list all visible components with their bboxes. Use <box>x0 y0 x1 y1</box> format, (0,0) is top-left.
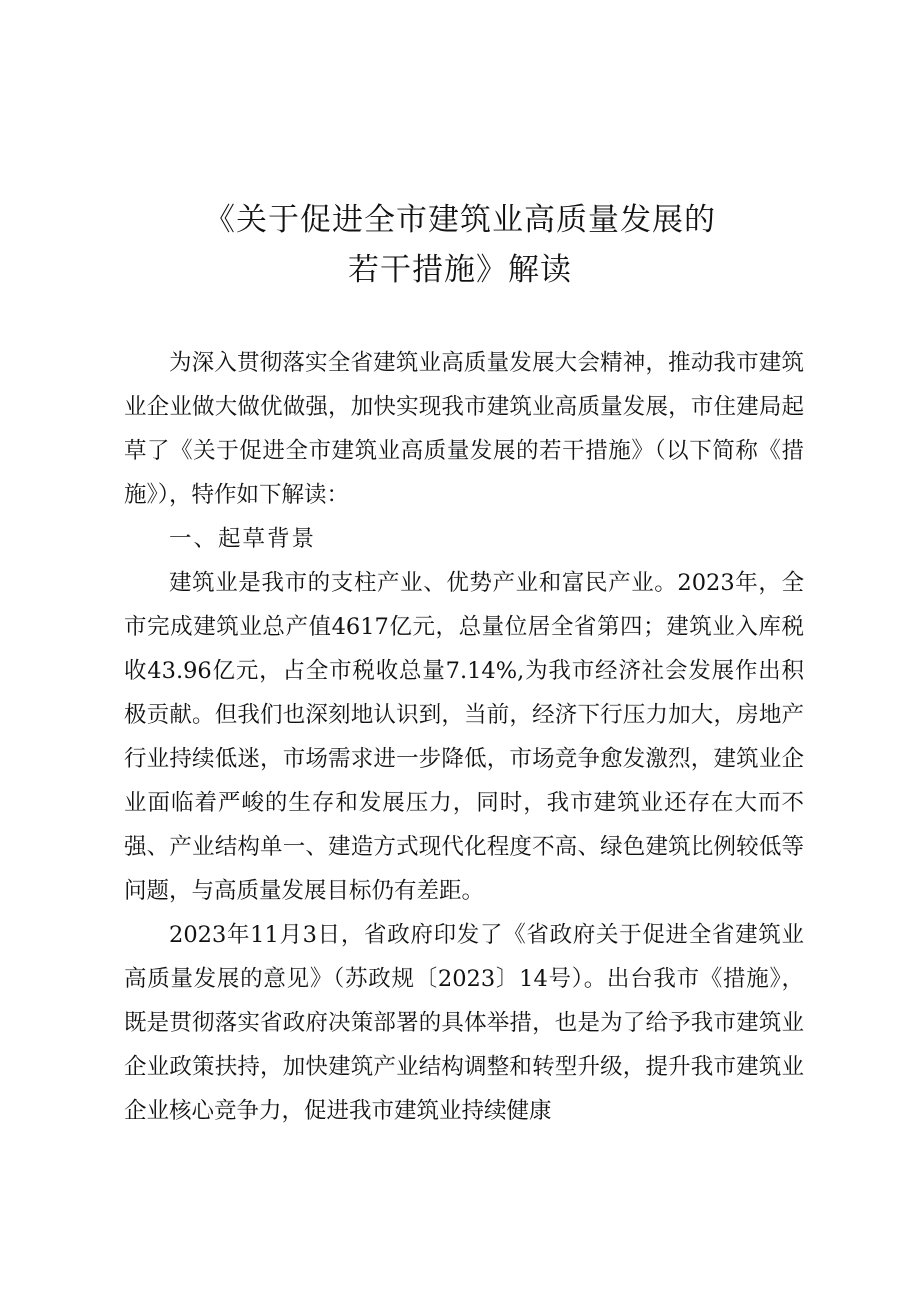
document-title-line-2: 若干措施》解读 <box>348 252 572 288</box>
document-body <box>124 341 804 1133</box>
policy-paragraph: 2023年11月3日，省政府印发了《省政府关于促进全省建筑业高质量发展的意见》（苏政规〔2023〕14号）。出台我市《措施》，既是贯彻落实省政府决策部署的具体举措，也是为了给予我市建筑业企业政策扶持，加快建筑产业结构调整和转型升级，提升我市建筑业企业核心竞争力，促进我市建筑业持续健康 <box>124 922 804 1124</box>
document-title-line-1: 《关于促进全市建筑业高质量发展的 <box>204 202 716 238</box>
background-paragraph: 建筑业是我市的支柱产业、优势产业和富民产业。2023年，全市完成建筑业总产值4617亿元，总量位居全省第四；建筑业入库税收43.96亿元，占全市税收总量7.14%,为我市经济社会发展作出积极贡献。但我们也深刻地认识到，当前，经济下行压力加大，房地产行业持续低迷，市场需求进一步降低，市场竞争愈发激烈，建筑业企业面临着严峻的生存和发展压力，同时，我市建筑业还存在大而不强、产业结构单一、建造方式现代化程度不高、绿色建筑比例较低等问题，与高质量发展目标仍有差距。 <box>124 570 804 904</box>
section-heading: 一、起草背景 <box>169 526 317 552</box>
intro-paragraph: 为深入贯彻落实全省建筑业高质量发展大会精神，推动我市建筑业企业做大做优做强，加快实现我市建筑业高质量发展，市住建局起草了《关于促进全市建筑业高质量发展的若干措施》（以下简称《措施》），特作如下解读： <box>124 350 804 508</box>
